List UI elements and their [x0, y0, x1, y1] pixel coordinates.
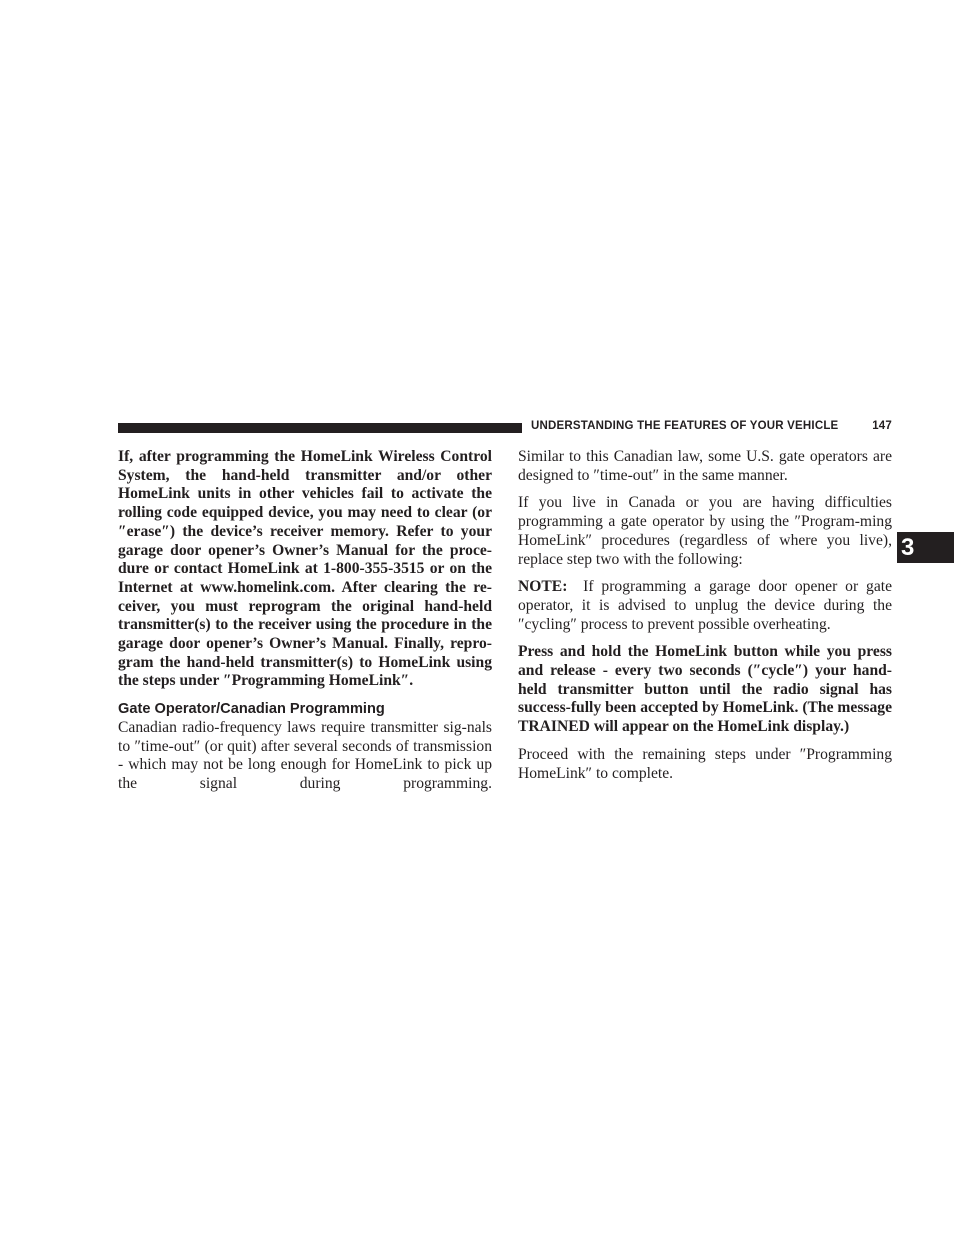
us-gate-paragraph: Similar to this Canadian law, some U.S. gate operators are designed to ″time-out″ in the same manner.	[518, 448, 892, 484]
page-number: 147	[872, 420, 892, 432]
proceed-paragraph: Proceed with the remaining steps under ″Programming HomeLink″ to complete.	[518, 745, 892, 782]
right-column	[518, 448, 892, 792]
chapter-tab: 3	[897, 532, 954, 563]
clear-memory-paragraph: If, after programming the HomeLink Wireless Control System, the hand-held transmitter and/or other HomeLink units in other vehicles fail to activate the rolling code equipped device, you may need to clear (or ″erase″) the device’s receiver memory. Refer to your garage door opener’s Owner’s Manual for the proce-dure or contact HomeLink at 1-800-355-3515 or on the Internet at www.homelink.com. After clearing the re-ceiver, you must reprogram the original hand-held transmitter(s) to the receiver using the procedure in the garage door opener’s Owner’s Manual. Finally, repro-gram the hand-held transmitter(s) to HomeLink using the steps under ″Programming HomeLink″.	[118, 448, 492, 690]
running-header	[531, 420, 892, 432]
left-column	[118, 448, 492, 803]
note-paragraph	[518, 578, 892, 634]
header-rule	[118, 423, 522, 433]
canadian-law-paragraph: Canadian radio-frequency laws require transmitter sig-nals to ″time-out″ (or quit) after several seconds of transmission - which may not be long enough for HomeLink to pick up the signal during programming.	[118, 718, 492, 792]
note-label: NOTE:	[518, 578, 568, 596]
note-text: If programming a garage door opener or gate operator, it is advised to unplug the device during the ″cycling″ process to prevent possible overheating.	[518, 578, 893, 633]
canada-difficulties-paragraph: If you live in Canada or you are having difficulties programming a gate operator by using the ″Program-ming HomeLink″ procedures (regardless of where you live), replace step two with the following:	[518, 494, 892, 568]
section-title: UNDERSTANDING THE FEATURES OF YOUR VEHICLE	[531, 420, 839, 432]
section-subheading: Gate Operator/Canadian Programming	[118, 701, 385, 718]
cycle-instruction-paragraph: Press and hold the HomeLink button while you press and release - every two seconds (″cycle″) your hand-held transmitter button until the radio signal has success-fully been accepted by HomeLink. (The message TRAINED will appear on the HomeLink display.)	[518, 643, 892, 736]
